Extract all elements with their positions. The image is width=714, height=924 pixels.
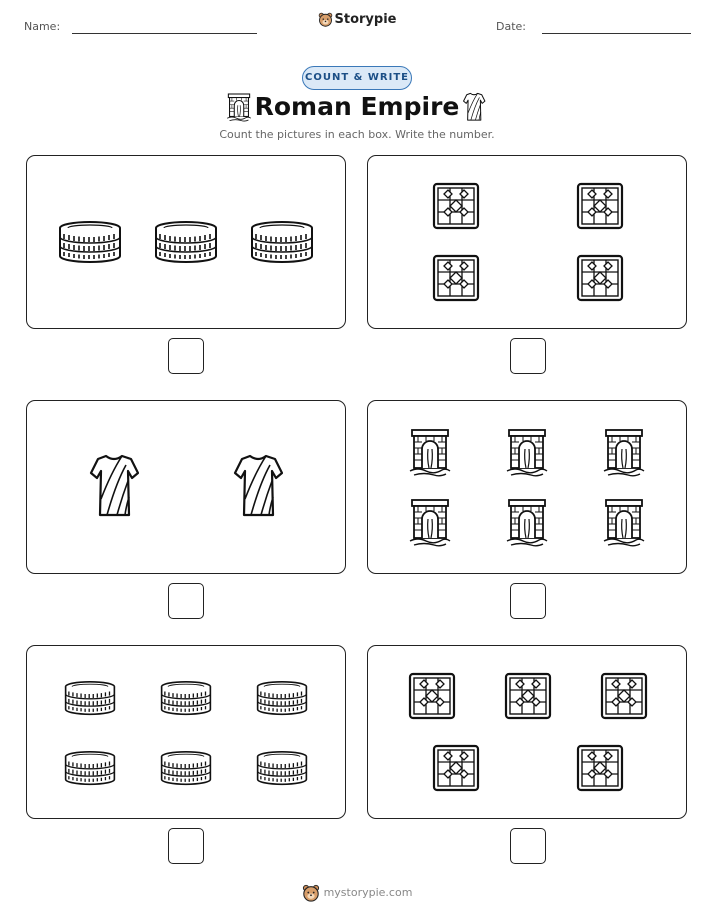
aqueduct-icon bbox=[602, 497, 646, 547]
instructions: Count the pictures in each box. Write the number. bbox=[219, 128, 495, 141]
answer-box-5[interactable] bbox=[168, 828, 204, 864]
coliseum-icon bbox=[160, 680, 212, 716]
coliseum-icon bbox=[58, 220, 122, 264]
toga-icon bbox=[462, 92, 486, 122]
count-panel-3 bbox=[26, 400, 346, 574]
count-panel-5 bbox=[26, 645, 346, 819]
coliseum-icon bbox=[160, 750, 212, 786]
coliseum-icon bbox=[64, 680, 116, 716]
coliseum-icon bbox=[154, 220, 218, 264]
footer bbox=[0, 884, 714, 902]
date-label: Date: bbox=[496, 20, 526, 33]
coliseum-icon bbox=[256, 750, 308, 786]
aqueduct-icon bbox=[408, 497, 452, 547]
aqueduct-icon bbox=[505, 497, 549, 547]
count-panel-6 bbox=[367, 645, 687, 819]
count-panel-1 bbox=[26, 155, 346, 329]
mosaic-tile-icon bbox=[504, 672, 552, 720]
toga-icon bbox=[89, 453, 139, 519]
answer-box-2[interactable] bbox=[510, 338, 546, 374]
answer-box-3[interactable] bbox=[168, 583, 204, 619]
mosaic-tile-icon bbox=[576, 182, 624, 230]
coliseum-icon bbox=[256, 680, 308, 716]
aqueduct-icon bbox=[602, 427, 646, 477]
coliseum-icon bbox=[64, 750, 116, 786]
date-line[interactable] bbox=[542, 33, 691, 34]
brand-name: Storypie bbox=[334, 12, 397, 27]
count-panel-4 bbox=[367, 400, 687, 574]
mosaic-tile-icon bbox=[576, 254, 624, 302]
mosaic-tile-icon bbox=[576, 744, 624, 792]
name-label: Name: bbox=[24, 20, 61, 33]
coliseum-icon bbox=[250, 220, 314, 264]
footer-url[interactable]: mystorypie.com bbox=[323, 886, 413, 899]
name-line[interactable] bbox=[72, 33, 257, 34]
page-title: Roman Empire bbox=[254, 92, 460, 121]
mosaic-tile-icon bbox=[432, 254, 480, 302]
aqueduct-icon bbox=[408, 427, 452, 477]
mosaic-tile-icon bbox=[408, 672, 456, 720]
aqueduct-icon bbox=[505, 427, 549, 477]
answer-box-4[interactable] bbox=[510, 583, 546, 619]
mosaic-tile-icon bbox=[432, 744, 480, 792]
answer-box-6[interactable] bbox=[510, 828, 546, 864]
mosaic-tile-icon bbox=[432, 182, 480, 230]
brand-logo bbox=[0, 12, 714, 27]
bear-logo-icon bbox=[318, 12, 333, 27]
answer-box-1[interactable] bbox=[168, 338, 204, 374]
count-panel-2 bbox=[367, 155, 687, 329]
toga-icon bbox=[233, 453, 283, 519]
activity-badge: COUNT & WRITE bbox=[302, 66, 412, 90]
bear-logo-icon bbox=[302, 884, 320, 902]
mosaic-tile-icon bbox=[600, 672, 648, 720]
